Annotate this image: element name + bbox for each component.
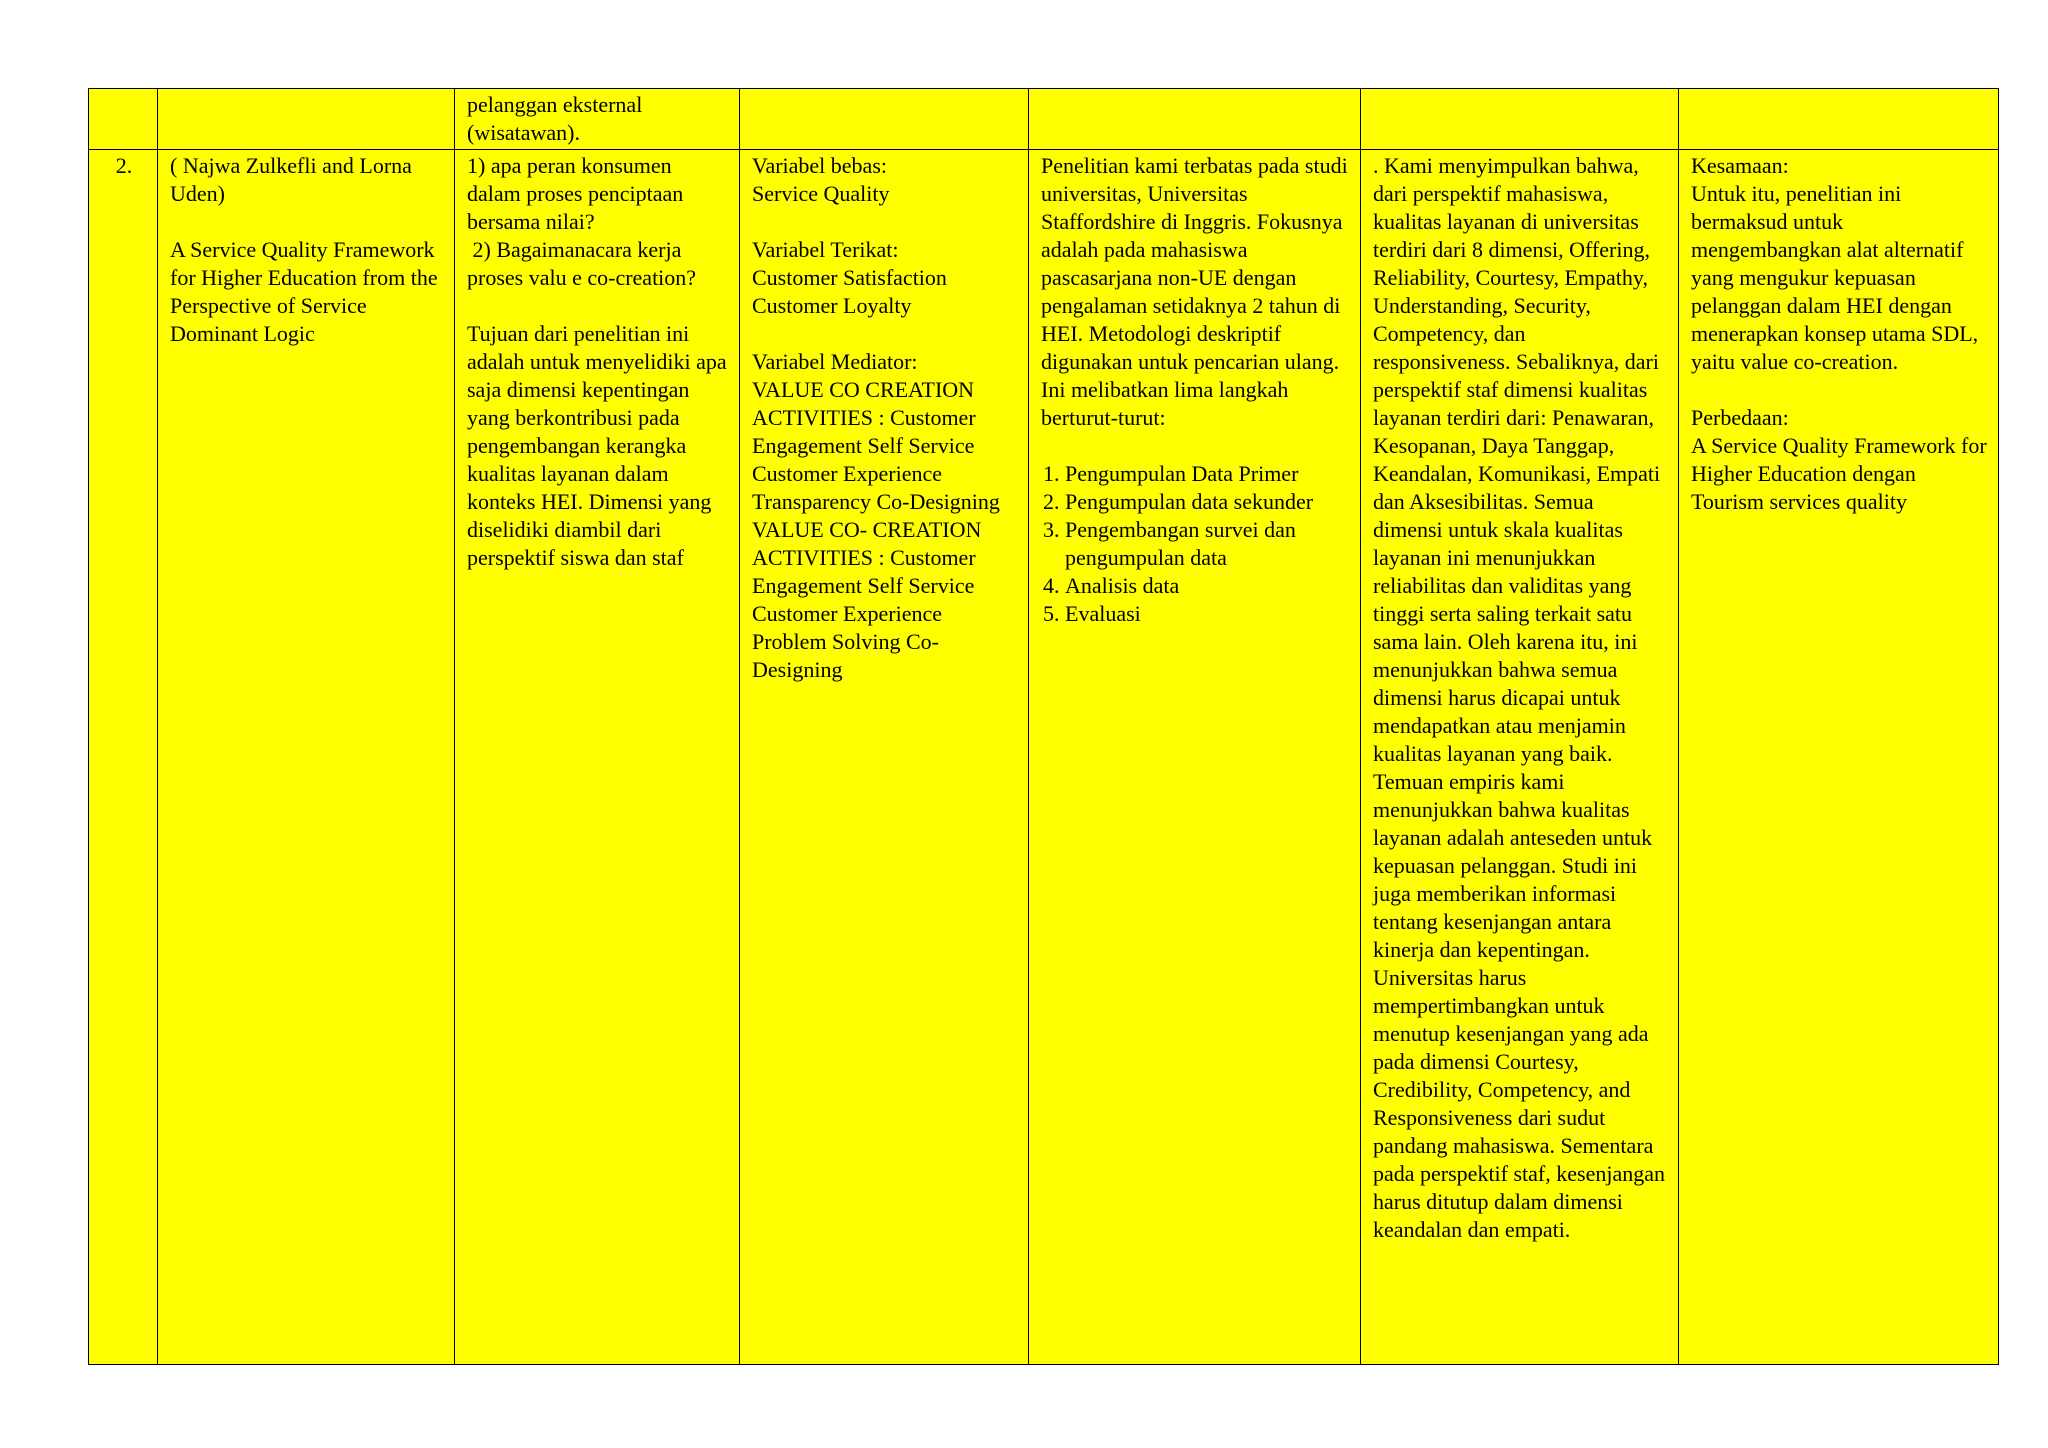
similarity-label: Kesamaan: bbox=[1691, 153, 1789, 178]
row-number: 2. bbox=[89, 150, 158, 1365]
list-item: 2. Pengumpulan data sekunder bbox=[1065, 488, 1350, 516]
difference-text: A Service Quality Framework for Higher Education dengan Tourism services quality bbox=[1691, 433, 1987, 514]
results-text: . Kami menyimpulkan bahwa, dari perspektif mahasiswa, kualitas layanan di universitas terdiri dari 8 dimensi, Offering, Reliability, Courtesy, Empathy, Understanding, Security, Competency, dan responsiveness. Sebaliknya, dari perspektif staf dimensi kualitas layanan terdiri dari: Penawaran, Kesopanan, Daya Tanggap, Keandalan, Komunikasi, Empati dan Aksesibilitas. Semua dimensi untuk skala kualitas layanan ini menunjukkan reliabilitas dan validitas yang tinggi serta saling terkait satu sama lain. Oleh karena itu, ini menunjukkan bahwa semua dimensi harus dicapai untuk mendapatkan atau menjamin kualitas layanan yang baik. Temuan empiris kami menunjukkan bahwa kualitas layanan adalah anteseden untuk kepuasan pelanggan. Studi ini juga memberikan informasi tentang kesenjangan antara kinerja dan kepentingan. Universitas harus mempertimbangkan untuk menutup kesenjangan yang ada pada dimensi Courtesy, Credibility, Competency, and Responsiveness dari sudut pandang mahasiswa. Sementara pada perspektif staf, kesenjangan harus ditutup dalam dimensi keandalan dan empati. bbox=[1373, 153, 1665, 1242]
cell-results-empty bbox=[1361, 89, 1679, 150]
mediator-variables: VALUE CO CREATION ACTIVITIES : Customer Engagement Self Service Customer Experience Transparency Co-Designing VALUE CO- CREATION ACTIVITIES : Customer Engagement Self Service Customer Experience Problem Solving Co-Designing bbox=[752, 377, 1000, 682]
list-item: 3. Pengembangan survei dan pengumpulan data bbox=[1065, 516, 1350, 572]
cell-authors-title bbox=[158, 150, 455, 1365]
research-questions: 1) apa peran konsumen dalam proses penciptaan bersama nilai? 2) Bagaimanacara kerja proses valu e co-creation? bbox=[467, 153, 697, 290]
cell-variables-empty bbox=[740, 89, 1029, 150]
list-item: 5. Evaluasi bbox=[1065, 600, 1350, 628]
similarity-text: Untuk itu, penelitian ini bermaksud untuk mengembangkan alat alternatif yang mengukur kepuasan pelanggan dalam HEI dengan menerapkan konsep utama SDL, yaitu value co-creation. bbox=[1691, 181, 1979, 374]
cell-results bbox=[1361, 150, 1679, 1365]
independent-variable: Service Quality bbox=[752, 181, 890, 206]
difference-label: Perbedaan: bbox=[1691, 405, 1789, 430]
list-item: 1. Pengumpulan Data Primer bbox=[1065, 460, 1350, 488]
paper-title: A Service Quality Framework for Higher Education from the Perspective of Service Dominant Logic bbox=[170, 237, 438, 346]
cell-authors-empty bbox=[158, 89, 455, 150]
table-row-continuation bbox=[89, 89, 1999, 150]
independent-variable-label: Variabel bebas: bbox=[752, 153, 887, 178]
method-intro: Penelitian kami terbatas pada studi universitas, Universitas Staffordshire di Inggris. Fokusnya adalah pada mahasiswa pascasarjana non-UE dengan pengalaman setidaknya 2 tahun di HEI. Metodologi deskriptif digunakan untuk pencarian ulang. Ini melibatkan lima langkah berturut-turut: bbox=[1041, 153, 1348, 430]
cell-comparison-empty bbox=[1679, 89, 1999, 150]
authors-text: ( Najwa Zulkefli and Lorna Uden) bbox=[170, 153, 412, 206]
cell-method bbox=[1029, 150, 1361, 1365]
cell-method-empty bbox=[1029, 89, 1361, 150]
list-item: 4. Analisis data bbox=[1065, 572, 1350, 600]
cell-number-empty bbox=[89, 89, 158, 150]
dependent-variable-label: Variabel Terikat: bbox=[752, 237, 899, 262]
table-row bbox=[89, 150, 1999, 1365]
dependent-variables: Customer Satisfaction Customer Loyalty bbox=[752, 265, 947, 318]
cell-comparison bbox=[1679, 150, 1999, 1365]
mediator-variable-label: Variabel Mediator: bbox=[752, 349, 918, 374]
cell-variables bbox=[740, 150, 1029, 1365]
research-objective: Tujuan dari penelitian ini adalah untuk menyelidiki apa saja dimensi kepentingan yang berkontribusi pada pengembangan kerangka kualitas layanan dalam konteks HEI. Dimensi yang diselidiki diambil dari perspektif siswa dan staf bbox=[467, 321, 727, 570]
cell-questions-continuation: pelanggan eksternal (wisatawan). bbox=[455, 89, 740, 150]
cell-questions-objective bbox=[455, 150, 740, 1365]
method-steps-list bbox=[1041, 460, 1350, 628]
literature-review-table bbox=[88, 88, 1999, 1365]
